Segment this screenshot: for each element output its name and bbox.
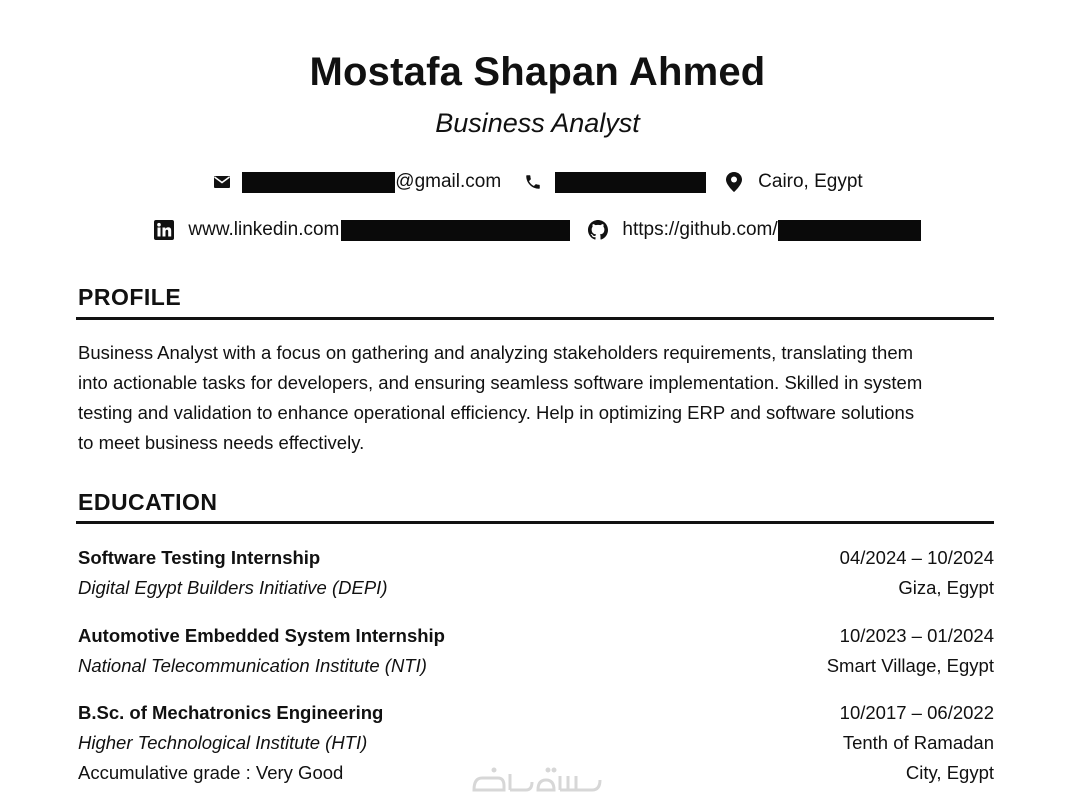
- profile-line: into actionable tasks for developers, and ensuring seamless software implementation. Skilled in system: [78, 372, 923, 393]
- education-location: Giza, Egypt: [898, 577, 994, 598]
- education-dates: 10/2017 – 06/2022: [839, 702, 994, 723]
- mail-icon: [212, 172, 232, 192]
- phone-icon: [523, 172, 543, 192]
- candidate-name: Mostafa Shapan Ahmed: [309, 50, 766, 94]
- education-entry: [78, 621, 994, 681]
- profile-line: to meet business needs effectively.: [78, 432, 365, 453]
- profile-heading: PROFILE: [78, 284, 182, 310]
- education-institution: Higher Technological Institute (HTI): [78, 732, 368, 753]
- education-location-continued: City, Egypt: [905, 762, 994, 783]
- location-contact: [724, 171, 863, 193]
- github-url-prefix: https://github.com/: [622, 219, 778, 240]
- education-dates: 04/2024 – 10/2024: [839, 547, 994, 568]
- education-institution: Digital Egypt Builders Initiative (DEPI): [78, 577, 388, 598]
- github-contact[interactable]: [588, 219, 920, 241]
- job-title: Business Analyst: [435, 108, 640, 138]
- location-pin-icon: [724, 172, 744, 192]
- education-title: Software Testing Internship: [78, 547, 321, 568]
- education-institution: National Telecommunication Institute (NTI): [78, 655, 427, 676]
- redacted-email-user: [242, 172, 395, 193]
- location-text: Cairo, Egypt: [758, 171, 863, 192]
- education-title: B.Sc. of Mechatronics Engineering: [78, 702, 384, 723]
- watermark-logo: [468, 760, 608, 805]
- email-domain: @gmail.com: [395, 171, 502, 192]
- contact-row-secondary: [0, 216, 1075, 244]
- linkedin-icon: [154, 220, 174, 240]
- education-grade: Accumulative grade : Very Good: [78, 762, 344, 783]
- profile-line: Business Analyst with a focus on gathering and analyzing stakeholders requirements, translating them: [78, 342, 914, 363]
- contact-row-primary: [0, 168, 1075, 196]
- linkedin-contact[interactable]: [154, 219, 570, 241]
- linkedin-url-prefix: www.linkedin.com: [188, 219, 340, 240]
- github-icon: [588, 220, 608, 240]
- profile-summary: [78, 338, 998, 458]
- email-contact[interactable]: [212, 171, 501, 193]
- redacted-linkedin-handle: [341, 220, 570, 241]
- profile-line: testing and validation to enhance operational efficiency. Help in optimizing ERP and software solutions: [78, 402, 915, 423]
- phone-contact[interactable]: [523, 172, 706, 193]
- education-location: Smart Village, Egypt: [826, 655, 994, 676]
- redacted-phone-number: [555, 172, 706, 193]
- education-location: Tenth of Ramadan: [842, 732, 994, 753]
- education-heading: EDUCATION: [78, 489, 218, 515]
- education-entry: [78, 543, 994, 603]
- profile-divider: [76, 317, 994, 320]
- education-title: Automotive Embedded System Internship: [78, 625, 445, 646]
- education-dates: 10/2023 – 01/2024: [839, 625, 994, 646]
- redacted-github-handle: [778, 220, 921, 241]
- education-divider: [76, 521, 994, 524]
